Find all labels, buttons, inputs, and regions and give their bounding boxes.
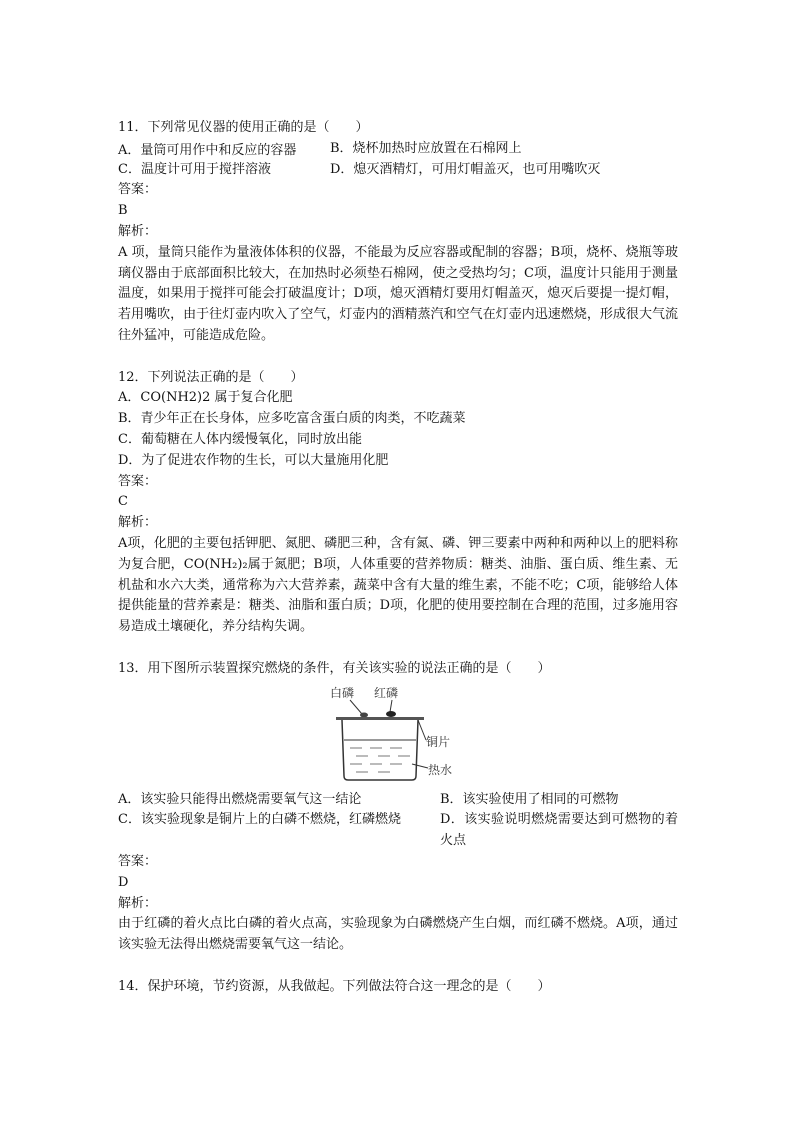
q13-options-row-2 bbox=[118, 810, 678, 852]
document-page bbox=[118, 118, 678, 997]
q13-answer-label: 答案： bbox=[118, 853, 158, 869]
hot-water bbox=[350, 748, 410, 772]
q11-options-row-1 bbox=[118, 139, 678, 160]
q12-option-b: B．青少年正在长身体，应多吃富含蛋白质的肉类，不吃蔬菜 bbox=[118, 411, 466, 427]
q13-option-d: D．该实验说明燃烧需要达到可燃物的着火点 bbox=[440, 812, 678, 849]
q13-answer: D bbox=[118, 874, 129, 890]
q11-options-row-2 bbox=[118, 160, 678, 181]
q13-analysis: 由于红磷的着火点比白磷的着火点高，实验现象为白磷燃烧产生白烟，而红磷不燃烧。A项，通过该实验无法得出燃烧需要氧气这一结论。 bbox=[118, 916, 678, 953]
q12-option-a: A．CO(NH2)2 属于复合化肥 bbox=[118, 390, 293, 406]
q12-option-c: C．葡萄糖在人体内缓慢氧化，同时放出能 bbox=[118, 431, 362, 447]
apparatus-diagram bbox=[328, 684, 478, 784]
label-hot-water: 热水 bbox=[428, 762, 453, 777]
q13-stem: 13．用下图所示装置探究燃烧的条件，有关该实验的说法正确的是（ ） bbox=[118, 660, 551, 676]
white-phosphorus bbox=[360, 712, 368, 717]
red-phosphorus bbox=[386, 711, 396, 717]
q13-options-row-1 bbox=[118, 790, 678, 811]
q11-stem: 11．下列常见仪器的使用正确的是（ ） bbox=[118, 120, 369, 135]
combustion-apparatus-figure bbox=[328, 684, 478, 784]
q12-analysis: A项，化肥的主要包括钾肥、氮肥、磷肥三种，含有氮、磷、钾三要素中两种和两种以上的肥料称为复合肥，CO(NH₂)₂属于氮肥；B项，人体重要的营养物质：糖类、油脂、蛋白质、维生素、无机盐和水六大类，通常称为六大营养素，蔬菜中含有大量的维生素，不能不吃；C项，能够给人体提供能量的营养素是：糖类、油脂和蛋白质；D项，化肥的使用要控制在合理的范围，过多施用容易造成土壤硬化，养分结构失调。 bbox=[118, 535, 678, 635]
label-red-phosphorus: 红磷 bbox=[374, 685, 399, 700]
q11-analysis: A 项，量筒只能作为量液体体积的仪器，不能最为反应容器或配制的容器；B项，烧杯、烧瓶等玻璃仪器由于底部面积比较大，在加热时必须垫石棉网，使之受热均匀；C项，温度计只能用于测量温度，如果用于搅拌可能会打破温度计；D项，熄灭酒精灯要用灯帽盖灭，熄灭后要提一提灯帽，若用嘴吹，由于往灯壶内吹入了空气，灯壶内的酒精蒸汽和空气在灯壶内迅速燃烧，形成很大气流往外猛冲，可能造成危险。 bbox=[118, 244, 678, 343]
beaker bbox=[342, 720, 418, 780]
q12-option-d: D．为了促进农作物的生长，可以大量施用化肥 bbox=[118, 452, 389, 468]
q11-analysis-label: 解析： bbox=[118, 223, 158, 239]
q13-option-c: C．该实验现象是铜片上的白磷不燃烧，红磷燃烧 bbox=[118, 812, 401, 828]
q12-stem: 12．下列说法正确的是（ ） bbox=[118, 369, 304, 385]
label-white-phosphorus: 白磷 bbox=[330, 685, 355, 700]
q11-option-d: D．熄灭酒精灯，可用灯帽盖灭，也可用嘴吹灭 bbox=[330, 161, 601, 177]
label-copper-sheet: 铜片 bbox=[426, 734, 451, 749]
q11-answer: B bbox=[118, 203, 128, 219]
q12-answer-label: 答案： bbox=[118, 473, 158, 489]
q14-stem: 14．保护环境，节约资源，从我做起。下列做法符合这一理念的是（ ） bbox=[118, 978, 551, 994]
copper-sheet bbox=[336, 717, 424, 720]
q13-option-b: B．该实验使用了相同的可燃物 bbox=[440, 791, 619, 807]
q12-answer: C bbox=[118, 494, 128, 510]
q11-answer-label: 答案： bbox=[118, 182, 158, 198]
q11-option-b: B．烧杯加热时应放置在石棉网上 bbox=[330, 140, 522, 156]
q11-option-a: A．量筒可用作中和反应的容器 bbox=[118, 142, 297, 158]
q13-analysis-label: 解析： bbox=[118, 895, 158, 911]
q12-analysis-label: 解析： bbox=[118, 515, 158, 531]
q13-option-a: A．该实验只能得出燃烧需要氧气这一结论 bbox=[118, 791, 362, 807]
q11-option-c: C．温度计可用于搅拌溶液 bbox=[118, 161, 271, 177]
